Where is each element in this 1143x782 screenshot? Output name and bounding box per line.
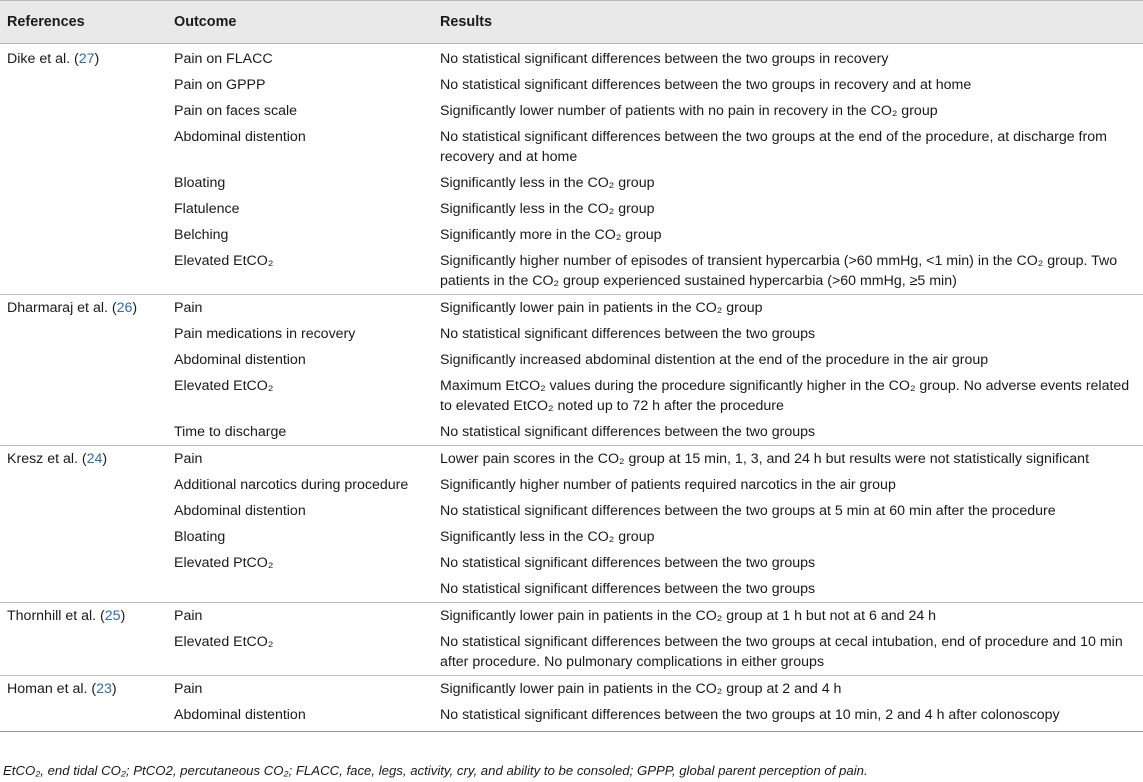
outcome-cell: Abdominal distention bbox=[174, 352, 306, 368]
table-row bbox=[0, 524, 1143, 550]
table-row bbox=[0, 196, 1143, 222]
outcome-cell: Abdominal distention bbox=[174, 129, 306, 145]
table-row bbox=[0, 576, 1143, 603]
table-row bbox=[0, 446, 1143, 473]
reference-cell bbox=[0, 603, 163, 630]
reference-cell bbox=[0, 44, 163, 73]
outcome-cell: Pain bbox=[163, 446, 429, 473]
result-cell: Significantly less in the CO₂ group bbox=[440, 201, 655, 217]
outcome-cell: Pain bbox=[163, 295, 429, 322]
table-row bbox=[0, 248, 1143, 295]
table-row bbox=[0, 498, 1143, 524]
reference-cell bbox=[0, 446, 163, 473]
reference-cell bbox=[0, 550, 163, 576]
result-cell: Significantly less in the CO₂ group bbox=[440, 529, 655, 545]
result-cell: Significantly less in the CO₂ group bbox=[440, 175, 655, 191]
table-row bbox=[0, 170, 1143, 196]
reference-cell bbox=[0, 72, 163, 98]
reference-close-paren: ) bbox=[94, 51, 100, 67]
outcome-cell: Pain on FLACC bbox=[174, 51, 273, 67]
outcome-cell: Bloating bbox=[174, 175, 226, 191]
result-cell: Significantly lower pain in patients in the CO₂ group at 2 and 4 h bbox=[429, 676, 1143, 703]
reference-number-link[interactable]: 23 bbox=[96, 681, 112, 697]
reference-cell bbox=[0, 472, 163, 498]
table-row bbox=[0, 603, 1143, 630]
reference-cell bbox=[0, 321, 163, 347]
table-row bbox=[0, 72, 1143, 98]
reference-cell bbox=[0, 295, 163, 322]
table-body bbox=[0, 44, 1143, 732]
result-cell: No statistical significant differences between the two groups in recovery and at home bbox=[440, 77, 972, 93]
result-cell: Significantly lower pain in patients in the CO₂ group bbox=[429, 295, 1143, 322]
reference-author: Homan et al. ( bbox=[7, 681, 97, 697]
result-cell: No statistical significant differences between the two groups bbox=[440, 581, 816, 597]
reference-author: Thornhill et al. ( bbox=[7, 608, 105, 624]
reference-close-paren: ) bbox=[102, 451, 108, 467]
reference-cell bbox=[0, 98, 163, 124]
result-cell: Significantly more in the CO₂ group bbox=[440, 227, 662, 243]
result-cell: Significantly higher number of patients required narcotics in the air group bbox=[440, 477, 896, 493]
result-cell: No statistical significant differences between the two groups in recovery bbox=[440, 51, 889, 67]
table-row bbox=[0, 222, 1143, 248]
table-row bbox=[0, 347, 1143, 373]
outcome-cell: Elevated EtCO₂ bbox=[174, 634, 274, 650]
outcome-cell: Abdominal distention bbox=[174, 503, 306, 519]
outcome-cell: Flatulence bbox=[174, 201, 240, 217]
reference-cell bbox=[0, 248, 163, 295]
result-cell: Significantly lower pain in patients in the CO₂ group at 1 h but not at 6 and 24 h bbox=[429, 603, 1143, 630]
table-row bbox=[0, 629, 1143, 676]
result-cell: Significantly increased abdominal distention at the end of the procedure in the air group bbox=[440, 352, 989, 368]
result-cell: No statistical significant differences between the two groups at 10 min, 2 and 4 h after colonoscopy bbox=[429, 702, 1143, 732]
outcome-cell: Pain bbox=[163, 603, 429, 630]
table-row bbox=[0, 472, 1143, 498]
reference-number-link[interactable]: 24 bbox=[86, 451, 103, 467]
reference-cell bbox=[0, 170, 163, 196]
result-cell: No statistical significant differences between the two groups at the end of the procedure, at discharge from recovery and at home bbox=[440, 129, 1107, 165]
reference-author: Dharmaraj et al. ( bbox=[7, 300, 117, 316]
reference-cell bbox=[0, 524, 163, 550]
result-cell: Significantly higher number of episodes of transient hypercarbia (>60 mmHg, <1 min) in the CO₂ group. Two patients in the CO₂ group experienced sustained hypercarbia (>60 mmHg, ≥5 min) bbox=[440, 253, 1118, 289]
outcome-cell: Bloating bbox=[174, 529, 226, 545]
outcome-cell: Pain on faces scale bbox=[174, 103, 298, 119]
table-row bbox=[0, 321, 1143, 347]
table-row bbox=[0, 98, 1143, 124]
reference-close-paren: ) bbox=[120, 608, 126, 624]
reference-cell bbox=[0, 629, 163, 676]
outcome-cell: Pain bbox=[163, 676, 429, 703]
table-row bbox=[0, 124, 1143, 170]
result-cell: No statistical significant differences between the two groups bbox=[440, 424, 816, 440]
reference-cell bbox=[0, 373, 163, 419]
table-row bbox=[0, 419, 1143, 446]
reference-author: Kresz et al. ( bbox=[7, 451, 87, 467]
table-row bbox=[0, 44, 1143, 73]
table-header bbox=[0, 1, 1143, 44]
reference-number-link[interactable]: 25 bbox=[104, 608, 121, 624]
reference-cell bbox=[0, 676, 163, 703]
reference-close-paren: ) bbox=[132, 300, 138, 316]
header-references: References bbox=[0, 1, 163, 44]
outcome-cell: Elevated EtCO₂ bbox=[174, 253, 274, 269]
reference-cell bbox=[0, 702, 163, 732]
outcome-cell: Time to discharge bbox=[174, 424, 287, 440]
reference-author: Dike et al. ( bbox=[7, 51, 79, 67]
reference-cell bbox=[0, 347, 163, 373]
result-cell: No statistical significant differences between the two groups at 5 min at 60 min after the procedure bbox=[440, 503, 1056, 519]
table-row bbox=[0, 702, 1143, 732]
reference-cell bbox=[0, 124, 163, 170]
table-footnote: EtCO₂, end tidal CO₂; PtCO2, percutaneous CO₂; FLACC, face, legs, activity, cry, and ability to be consoled; GPPP, global parent perception of pain. bbox=[3, 763, 868, 778]
reference-cell bbox=[0, 498, 163, 524]
header-outcome: Outcome bbox=[163, 1, 429, 44]
header-row bbox=[0, 1, 1143, 44]
reference-cell bbox=[0, 196, 163, 222]
result-cell: No statistical significant differences between the two groups bbox=[440, 555, 816, 571]
outcome-cell bbox=[163, 576, 429, 603]
outcome-cell: Additional narcotics during procedure bbox=[174, 477, 409, 493]
header-results: Results bbox=[429, 1, 1143, 44]
result-cell: No statistical significant differences between the two groups bbox=[440, 326, 816, 342]
outcome-cell: Pain on GPPP bbox=[174, 77, 266, 93]
table-row bbox=[0, 550, 1143, 576]
outcome-cell: Elevated EtCO₂ bbox=[174, 378, 274, 394]
result-cell: Lower pain scores in the CO₂ group at 15 min, 1, 3, and 24 h but results were not statistically significant bbox=[429, 446, 1143, 473]
result-cell: No statistical significant differences between the two groups at cecal intubation, end of procedure and 10 min after procedure. No pulmonary complications in either groups bbox=[440, 634, 1123, 670]
table-row bbox=[0, 373, 1143, 419]
reference-close-paren: ) bbox=[111, 681, 117, 697]
reference-cell bbox=[0, 576, 163, 603]
outcome-cell: Elevated PtCO₂ bbox=[174, 555, 274, 571]
reference-number-link[interactable]: 27 bbox=[78, 51, 95, 67]
outcome-cell: Belching bbox=[174, 227, 229, 243]
table-row bbox=[0, 295, 1143, 322]
outcome-cell: Pain medications in recovery bbox=[174, 326, 356, 342]
reference-cell bbox=[0, 222, 163, 248]
table-row bbox=[0, 676, 1143, 703]
reference-cell bbox=[0, 419, 163, 446]
result-cell: Significantly lower number of patients with no pain in recovery in the CO₂ group bbox=[440, 103, 938, 119]
outcome-cell: Abdominal distention bbox=[163, 702, 429, 732]
result-cell: Maximum EtCO₂ values during the procedure significantly higher in the CO₂ group. No adverse events related to elevated EtCO₂ noted up to 72 h after the procedure bbox=[440, 378, 1130, 414]
reference-number-link[interactable]: 26 bbox=[116, 300, 133, 316]
